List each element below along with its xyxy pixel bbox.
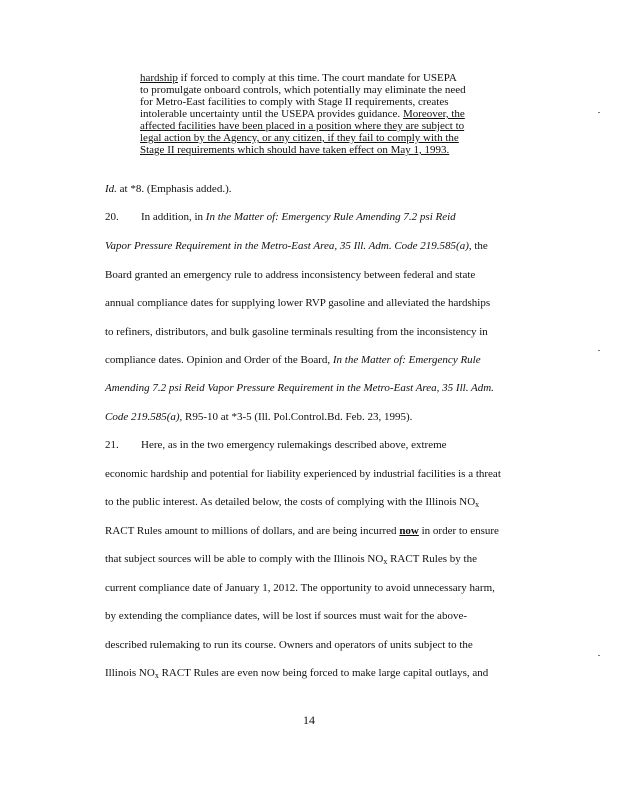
paragraph-20-line: annual compliance dates for supplying lower RVP gasoline and alleviated the hardships [105,297,491,309]
paragraph-number: 21. [105,439,119,451]
paragraph-number: 20. [105,211,119,223]
quote-line: for Metro-East facilities to comply with Stage II requirements, creates [140,96,449,108]
quote-line: hardship if forced to comply at this time. The court mandate for USEPA [140,72,457,84]
scan-speck [598,655,600,656]
paragraph-20-line: Vapor Pressure Requirement in the Metro-East Area, 35 Ill. Adm. Code 219.585(a), the [105,240,488,252]
scan-speck [598,350,600,351]
citation: Id. at *8. (Emphasis added.). [105,183,232,195]
quote-line: to promulgate onboard controls, which potentially may eliminate the need [140,84,466,96]
scan-speck [598,112,600,113]
paragraph-20-line: compliance dates. Opinion and Order of the Board, In the Matter of: Emergency Rule [105,354,481,366]
paragraph-21-line: current compliance date of January 1, 2012. The opportunity to avoid unnecessary harm, [105,582,495,594]
paragraph-21-line: RACT Rules amount to millions of dollars, and are being incurred now in order to ensure [105,525,499,537]
quote-line: affected facilities have been placed in a position where they are subject to [140,120,465,132]
paragraph-20-line: Board granted an emergency rule to address inconsistency between federal and state [105,269,476,281]
quote-line: intolerable uncertainty until the USEPA provides guidance. Moreover, the [140,108,465,120]
quote-line: Stage II requirements which should have taken effect on May 1, 1993. [140,144,450,156]
paragraph-20-line: Amending 7.2 psi Reid Vapor Pressure Requirement in the Metro-East Area, 35 Ill. Adm. [105,382,494,394]
paragraph-21-line: Illinois $NO_x$ RACT Rules are even now being forced to make large capital outlays, and [105,667,489,680]
paragraph-20-line: 20. In addition, in In the Matter of: Emergency Rule Amending 7.2 psi Reid [105,211,456,223]
paragraph-21-line: that subject sources will be able to comply with the Illinois $NO_x$ RACT Rules by the [105,553,477,566]
quote-line: legal action by the Agency, or any citizen, if they fail to comply with the [140,132,459,144]
page-number: 14 [303,713,315,727]
paragraph-21-line: 21. Here, as in the two emergency rulemakings described above, extreme [105,439,447,451]
paragraph-20-line: Code 219.585(a), R95-10 at *3-5 (Ill. Pol.Control.Bd. Feb. 23, 1995). [105,411,413,423]
paragraph-21-line: economic hardship and potential for liability experienced by industrial facilities is a threat [105,468,501,480]
paragraph-21-line: to the public interest. As detailed below, the costs of complying with the Illinois $NO_x$ [105,496,480,509]
paragraph-20-line: to refiners, distributors, and bulk gasoline terminals resulting from the inconsistency in [105,326,488,338]
paragraph-21-line: described rulemaking to run its course. Owners and operators of units subject to the [105,639,473,651]
paragraph-21-line: by extending the compliance dates, will be lost if sources must wait for the above- [105,610,467,622]
